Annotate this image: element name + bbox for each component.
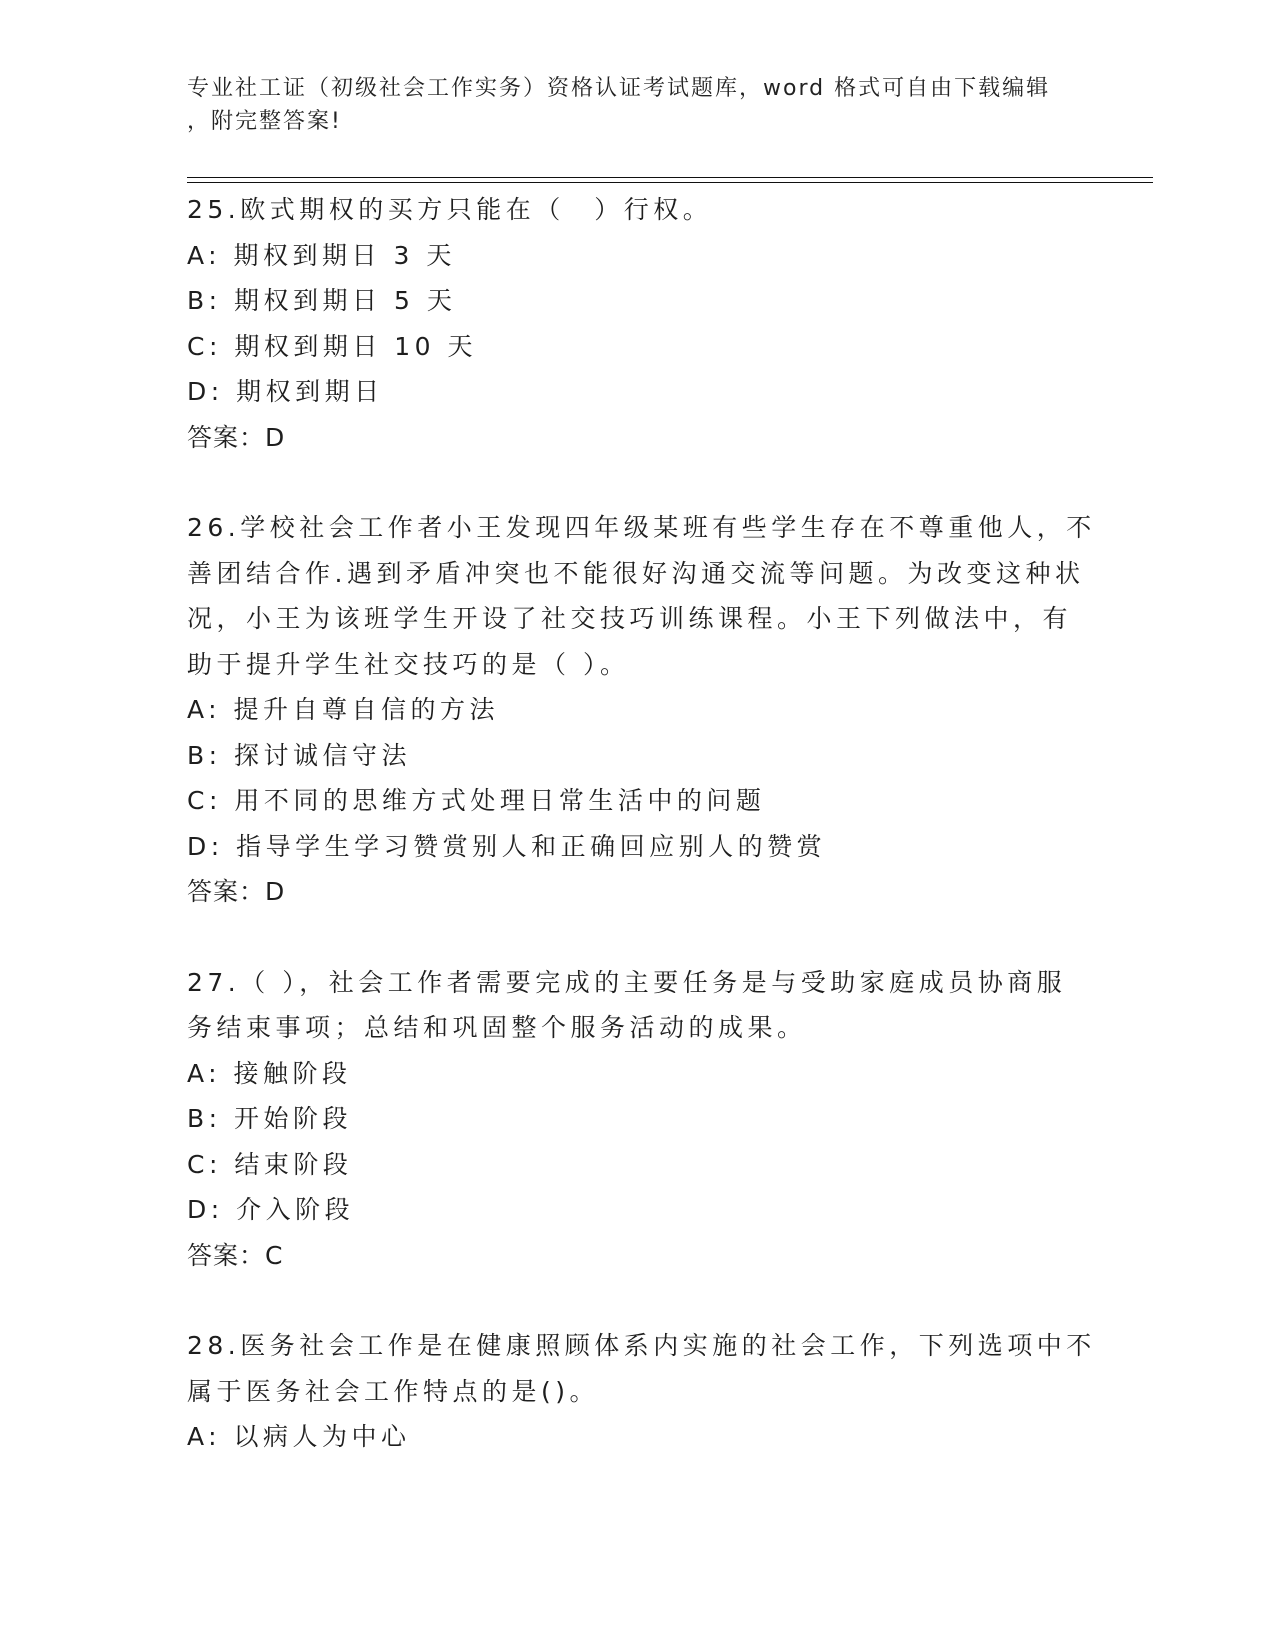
- question-stem: 27.（ ），社会工作者需要完成的主要任务是与受助家庭成员协商服: [187, 967, 1067, 997]
- option-c: C: 用不同的思维方式处理日常生活中的问题: [187, 786, 766, 815]
- option-a: A: 以病人为中心: [187, 1422, 411, 1451]
- answer-line: 答案：D: [187, 877, 286, 906]
- header-rule-bottom: [187, 182, 1153, 183]
- question-list: [187, 187, 1096, 1460]
- option-b: B: 开始阶段: [187, 1104, 353, 1133]
- header-rule-top: [187, 177, 1153, 178]
- option-b: B: 期权到期日 5 天: [187, 286, 457, 315]
- answer-line: 答案：D: [187, 422, 286, 452]
- question-26: [187, 505, 1096, 915]
- question-stem: 26.学校社会工作者小王发现四年级某班有些学生存在不尊重他人，不: [187, 513, 1096, 542]
- question-stem: 况，小王为该班学生开设了社交技巧训练课程。小王下列做法中，有: [187, 604, 1073, 633]
- document-header: [187, 72, 1067, 138]
- option-a: A: 接触阶段: [187, 1058, 352, 1088]
- option-a: A: 提升自尊自信的方法: [187, 695, 500, 724]
- header-line-1: 专业社工证（初级社会工作实务）资格认证考试题库，word 格式可自由下载编辑: [187, 76, 1051, 101]
- question-stem: 25.欧式期权的买方只能在（ ）行权。: [187, 195, 713, 224]
- question-stem: 务结束事项；总结和巩固整个服务活动的成果。: [187, 1013, 807, 1042]
- option-c: C: 结束阶段: [187, 1149, 353, 1179]
- option-d: D: 指导学生学习赞赏别人和正确回应别人的赞赏: [187, 831, 827, 861]
- question-stem: 助于提升学生社交技巧的是（ ）。: [187, 649, 630, 679]
- header-line-2: ，附完整答案!: [187, 109, 342, 134]
- option-a: A: 期权到期日 3 天: [187, 240, 456, 270]
- option-c: C: 期权到期日 10 天: [187, 331, 478, 361]
- option-d: D: 期权到期日: [187, 377, 384, 406]
- question-28: [187, 1323, 1096, 1460]
- question-stem: 属于医务社会工作特点的是()。: [187, 1376, 600, 1406]
- question-27: [187, 960, 1087, 1279]
- option-b: B: 探讨诚信守法: [187, 740, 412, 770]
- question-25: [187, 187, 1087, 460]
- option-d: D: 介入阶段: [187, 1195, 355, 1224]
- question-stem: 善团结合作.遇到矛盾冲突也不能很好沟通交流等问题。为改变这种状: [187, 558, 1085, 588]
- answer-line: 答案：C: [187, 1240, 284, 1270]
- question-stem: 28.医务社会工作是在健康照顾体系内实施的社会工作，下列选项中不: [187, 1331, 1096, 1360]
